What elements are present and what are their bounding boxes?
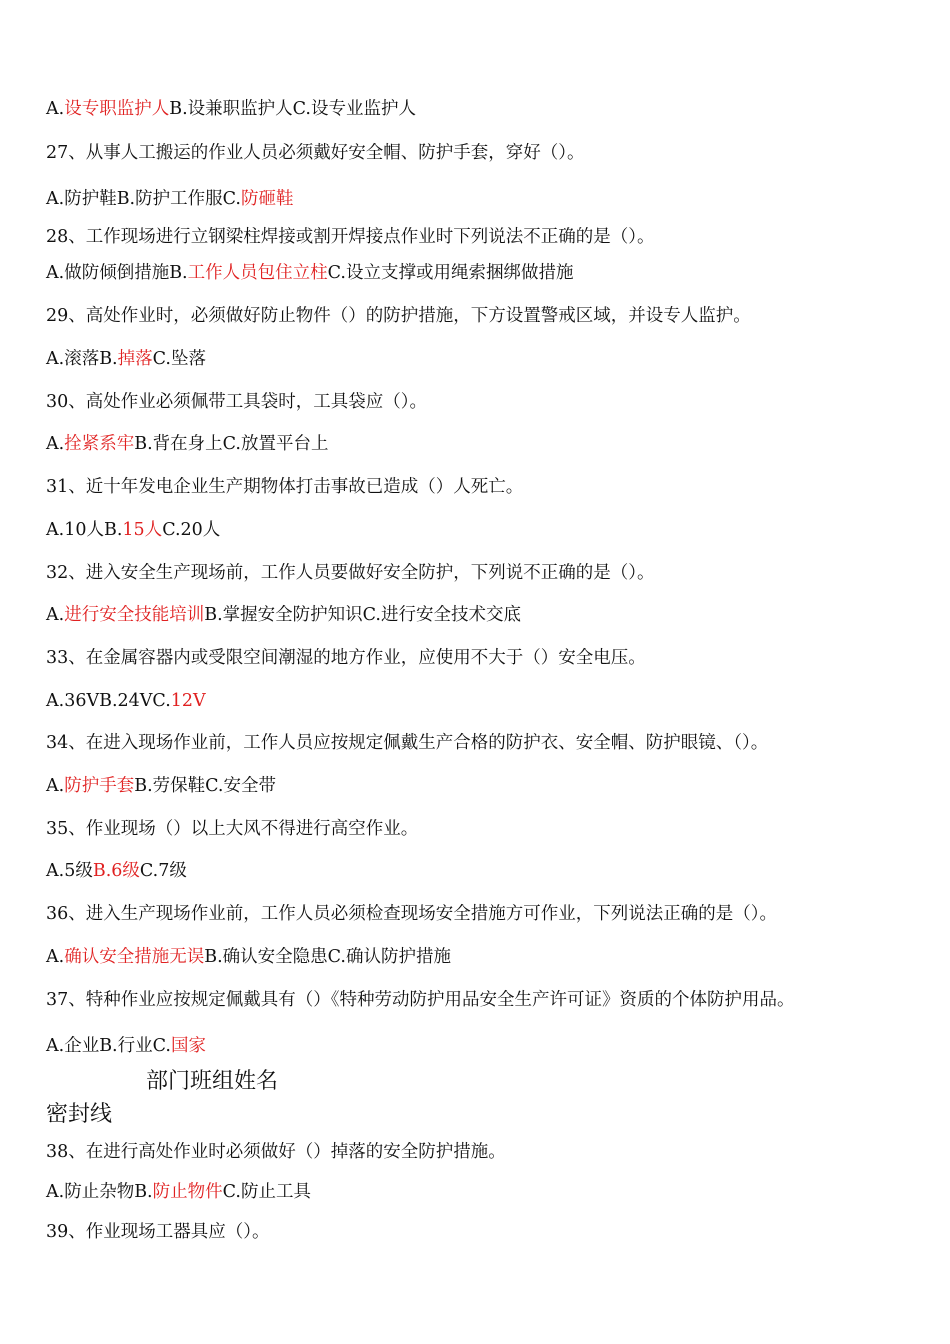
answer-text: 12V [170, 691, 206, 711]
q31-options [46, 518, 220, 542]
q35-question: 35、作业现场（）以上大风不得进行高空作业。 [46, 819, 419, 839]
answer-text: B.6级 [92, 861, 140, 881]
answer-text: 掉落 [117, 349, 153, 369]
q35-options [46, 859, 187, 883]
q27-options [46, 187, 293, 211]
q36-question: 36、进入生产现场作业前，工作人员必须检查现场安全措施方可作业，下列说法正确的是（）。 [46, 904, 778, 924]
answer-text: 防止物件 [152, 1182, 223, 1202]
option-text: A.企业B.行业C. [46, 1036, 171, 1056]
option-text: B.劳保鞋C.安全带 [134, 776, 276, 796]
option-text: B.设兼职监护人C.设专业监护人 [169, 99, 416, 119]
q29-question: 29、高处作业时，必须做好防止物件（）的防护措施，下方设置警戒区域，并设专人监护。 [46, 306, 751, 326]
q33-options [46, 689, 206, 713]
q36-options [46, 945, 451, 969]
answer-text: 工作人员包住立柱 [187, 263, 328, 283]
dept-group-name-header: 部门班组姓名 [146, 1069, 279, 1094]
q33-question: 33、在金属容器内或受限空间潮湿的地方作业，应使用不大于（）安全电压。 [46, 648, 646, 668]
q28-question: 28、工作现场进行立钢梁柱焊接或割开焊接点作业时下列说法不正确的是（）。 [46, 227, 655, 247]
answer-text: 设专职监护人 [64, 99, 170, 119]
option-text: A.10人B. [46, 520, 123, 540]
option-text: A.防护鞋B.防护工作服C. [46, 189, 241, 209]
q39-question: 39、作业现场工器具应（）。 [46, 1222, 270, 1242]
q32-options [46, 603, 521, 627]
q31-question: 31、近十年发电企业生产期物体打击事故已造成（）人死亡。 [46, 477, 524, 497]
q37-options [46, 1034, 206, 1058]
q30-question: 30、高处作业必须佩带工具袋时，工具袋应（）。 [46, 392, 428, 412]
answer-text: 拴紧系牢 [64, 434, 135, 454]
option-text: B.确认安全隐患C.确认防护措施 [204, 947, 451, 967]
option-prefix: A. [46, 99, 65, 119]
option-text: C.防止工具 [222, 1182, 311, 1202]
answer-text: 防砸鞋 [240, 189, 294, 209]
option-text: C.设立支撑或用绳索捆绑做措施 [327, 263, 574, 283]
q34-question: 34、在进入现场作业前，工作人员应按规定佩戴生产合格的防护衣、安全帽、防护眼镜、（）。 [46, 733, 769, 753]
q26-options [46, 97, 416, 121]
answer-text: 确认安全措施无误 [64, 947, 205, 967]
q38-question: 38、在进行高处作业时必须做好（）掉落的安全防护措施。 [46, 1142, 506, 1162]
option-text: B.背在身上C.放置平台上 [134, 434, 329, 454]
option-text: A. [46, 434, 65, 454]
option-text: A. [46, 605, 65, 625]
option-text: A. [46, 776, 65, 796]
answer-text: 防护手套 [64, 776, 135, 796]
q27-question: 27、从事人工搬运的作业人员必须戴好安全帽、防护手套，穿好（）。 [46, 143, 585, 163]
option-text: C.7级 [139, 861, 187, 881]
option-text: A.做防倾倒措施B. [46, 263, 188, 283]
q28-options [46, 261, 573, 285]
option-text: B.掌握安全防护知识C.进行安全技术交底 [204, 605, 521, 625]
answer-text: 15人 [122, 520, 163, 540]
q30-options [46, 432, 328, 456]
option-text: A.5级 [46, 861, 93, 881]
q32-question: 32、进入安全生产现场前，工作人员要做好安全防护，下列说不正确的是（）。 [46, 563, 655, 583]
q38-options [46, 1180, 311, 1204]
option-text: C.坠落 [152, 349, 206, 369]
option-text: A.防止杂物B. [46, 1182, 153, 1202]
option-text: A.36VB.24VC. [46, 691, 171, 711]
option-text: C.20人 [162, 520, 221, 540]
answer-text: 进行安全技能培训 [64, 605, 205, 625]
answer-text: 国家 [170, 1036, 206, 1056]
option-text: A.滚落B. [46, 349, 118, 369]
option-text: A. [46, 947, 65, 967]
q37-question: 37、特种作业应按规定佩戴具有（）《特种劳动防护用品安全生产许可证》资质的个体防护用品。 [46, 990, 795, 1010]
q34-options [46, 774, 276, 798]
q29-options [46, 347, 206, 371]
seal-line-label: 密封线 [46, 1102, 113, 1127]
